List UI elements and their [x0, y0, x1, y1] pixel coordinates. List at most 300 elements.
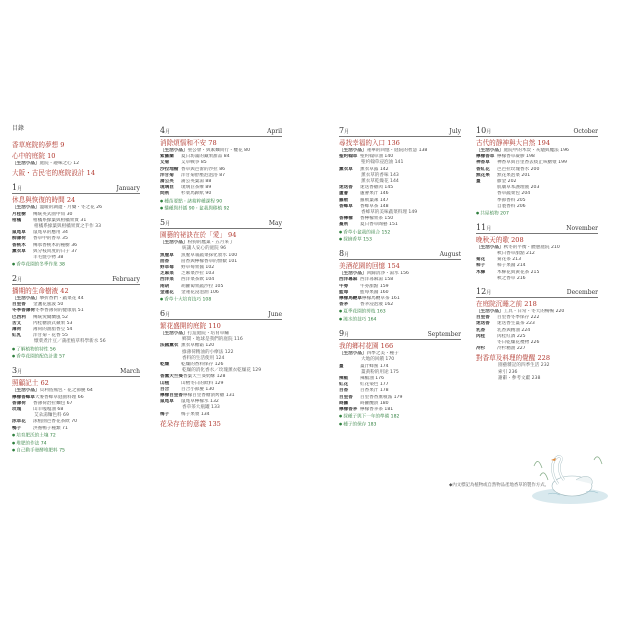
entry-text: 與分枝同度的日子 37	[33, 248, 78, 254]
entry-text: 蒲公英葉湯 88	[181, 179, 212, 185]
month-number	[476, 286, 492, 296]
entry-text: 打造庭院・培育草繡	[187, 330, 229, 336]
toc-entry-continued: 艾朵湯麵色料 69	[34, 413, 69, 419]
toc-entry-continued: 薑黃粉的用途 175	[361, 369, 399, 375]
month-english: August	[439, 251, 461, 259]
entry-text: 粉狗的鷹巢・五月來了	[187, 240, 234, 246]
month-english: December	[566, 288, 598, 296]
entry-label: 魚腥草	[160, 252, 174, 258]
entry-text: 百里香香薰噴霧 179	[360, 394, 403, 400]
month-section	[476, 223, 598, 287]
month-english: July	[449, 127, 461, 135]
entry-label: 乾燥	[160, 361, 170, 367]
entry-text: 香葉天竺葵奶酥 128	[182, 374, 226, 380]
entry-label: 問荊	[160, 191, 170, 197]
entry-text: 薄荷的油脂香豆 54	[33, 327, 73, 333]
entry-label: 西洋菜	[160, 277, 174, 283]
month-english: March	[120, 368, 140, 376]
month-section	[476, 126, 598, 223]
entry-label: 茴香	[160, 258, 170, 264]
month-english: February	[112, 275, 140, 283]
month-suffix: 月	[344, 331, 350, 338]
entry-label: 玫瑰	[12, 406, 22, 412]
entry-text: 夏日香草陶藝 151	[360, 222, 398, 228]
entry-text: 檸檬香茅茶 181	[360, 406, 394, 412]
toc-entry-continued: 燉菜煮汁豆／蒲產植草料學新水 56	[34, 339, 106, 345]
month-header	[476, 126, 598, 137]
practice-item: ● 夏季花園的剪枝 163	[339, 308, 461, 316]
intro-block	[12, 141, 140, 183]
entry-text: 秋冬的平衡・體態庭院 210	[503, 244, 560, 250]
entry-label: 香檸檬	[339, 216, 353, 222]
entry-text: 柿子果醬 214	[497, 263, 526, 269]
entry-text: 四季之美・種子	[366, 351, 399, 357]
entry-text: 回歸清淨・湯水 156	[366, 271, 409, 277]
month-english: November	[566, 224, 598, 232]
entry-text: 柑橘系綠葉與柑橘果實 31	[33, 217, 87, 223]
month-number	[160, 308, 171, 318]
entry-label: 香薄荷	[12, 400, 26, 406]
entry-label: 月桂樹	[12, 211, 26, 217]
entry-label: ［生活小品］	[12, 296, 40, 302]
toc-column-3	[339, 126, 461, 434]
toc-entry-continued: 綠薄荷精油的小療法 122	[182, 349, 234, 355]
entry-text: 羅勒葉凍 147	[360, 197, 389, 203]
entry-label: 牛蒡	[339, 283, 349, 289]
entry-text: 香蜂草茶 148	[360, 203, 389, 209]
toc-entry-continued: 薰衣草乾燥花 144	[361, 179, 399, 185]
entry-label: 梅子	[160, 411, 170, 417]
toc-entry-continued: 大地的回饋 170	[361, 357, 395, 363]
entry-label: 香紅花	[476, 166, 490, 172]
entry-text: 溫暖的湖邊・月藥・冬之花 26	[39, 205, 103, 211]
month-section	[160, 218, 282, 309]
entry-label: 百合	[160, 386, 170, 392]
month-digit: 10	[476, 125, 487, 135]
entry-text: 洋甘菊舒壓泡泡浴 87	[181, 172, 226, 178]
entry-text: 杉菜馬蹄紙 90	[181, 191, 212, 197]
practice-item: ● 自己動手發酵堆肥料 75	[12, 447, 140, 455]
entry-text: 西洋蕁麻湯 158	[360, 277, 394, 283]
entry-text: 乾燥的香料保存 126	[181, 361, 224, 367]
entry-text: 冷杉精油 227	[497, 346, 526, 352]
month-number	[339, 251, 349, 258]
section-title: 我的鄉村花園 166	[339, 342, 394, 351]
entry-label: 薑	[339, 363, 344, 369]
month-english: June	[268, 310, 282, 318]
entry-label: 柳薄荷	[12, 236, 26, 242]
entry-text: 大麥香蜂草庭園料理 66	[34, 394, 84, 400]
entry-label: 金蓮花	[160, 289, 174, 295]
entry-label: 泳草花	[12, 419, 26, 425]
entry-label: 迷迭香	[339, 185, 353, 191]
entry-label: 香茅	[339, 302, 349, 308]
month-header	[160, 126, 282, 137]
entry-label: 香蜂草	[339, 203, 353, 209]
entry-text: 西洋菜茶飲 104	[181, 277, 215, 283]
month-number	[12, 185, 22, 192]
entry-text: 木樨花與黃花茶 215	[497, 269, 540, 275]
month-header	[160, 218, 282, 229]
practice-item: ● 共屋植物 207	[476, 210, 598, 218]
entry-text: 香薄荷治拉麵包 67	[33, 400, 73, 406]
month-number	[339, 328, 350, 338]
toc-column-4	[476, 126, 598, 387]
month-english: May	[268, 220, 282, 228]
entry-label: 蘆薈	[339, 191, 349, 197]
entry-label: 藍莓	[339, 289, 349, 295]
entry-label: 沙拉地榆	[160, 166, 179, 172]
month-english: January	[116, 185, 140, 193]
toc-entry-continued: 統讓人安心的庭院 96	[182, 246, 227, 252]
entry-label: 檸檬香蜂草	[12, 394, 35, 400]
month-suffix: 月	[344, 128, 350, 135]
month-number	[160, 125, 171, 135]
section-title: 花朵存在的意義 135	[160, 419, 221, 428]
toc-entry-continued: 園藝雜記的四季生活 232	[498, 363, 550, 369]
toc-entry-continued: 香草茶大瓶罐 133	[182, 405, 220, 411]
section-title: 消除煩惱和不安 78	[160, 139, 217, 147]
entry-label: ［生活小品］	[339, 148, 367, 153]
entry-text: 紅花染色 177	[360, 382, 389, 388]
entry-text: 蓮華的回憶・庭院的智慧 138	[366, 148, 428, 153]
entry-label: ［生活小品］	[476, 309, 504, 315]
entry-label: 巴西利	[12, 314, 26, 320]
month-header	[476, 223, 598, 234]
entry-text: 香草中的香草 35	[33, 236, 68, 242]
toc-label: 目錄	[12, 125, 25, 132]
entry-text: 山楂冬日的飲料 129	[181, 380, 224, 386]
month-number	[12, 368, 22, 375]
month-number	[339, 125, 350, 135]
entry-text: 香茅浸泡液 162	[360, 302, 394, 308]
entry-text: 傳統英式園中角 30	[33, 211, 73, 217]
month-digit: 11	[476, 222, 487, 232]
entry-label: 百香	[339, 388, 349, 394]
entry-label: 蔓荊	[339, 222, 349, 228]
entry-text: 羊毛氈小物 38	[33, 255, 64, 261]
entry-text: 薰衣草糖霜 120	[181, 343, 215, 349]
entry-text: 金蓮花浸泡油 106	[181, 289, 219, 295]
toc-entry-continued: 乾燥的消化香水／玫瑰薰衣乾燥花 129	[182, 368, 262, 374]
entry-label: 西洋蕁麻	[339, 277, 358, 283]
entry-label: ［生活小品］	[160, 240, 188, 246]
month-header	[12, 274, 140, 285]
month-number	[476, 222, 492, 232]
month-english: September	[427, 330, 461, 338]
entry-label: 迷迭香	[476, 321, 490, 327]
month-suffix: 月	[17, 276, 23, 283]
month-header	[12, 183, 140, 194]
entry-text: 庭院・趣味之心 12	[39, 161, 80, 167]
practice-item: ● 香草花園的配色計畫 57	[12, 353, 140, 361]
practice-item: ● 培育肥沃的土壤 72	[12, 432, 140, 440]
practice-item: ● 香草十大培育技巧 108	[160, 296, 282, 304]
month-header	[339, 249, 461, 260]
entry-label: 法國薰衣	[160, 343, 179, 349]
entry-text: 鼠尾草檸檬水 132	[181, 399, 219, 405]
month-section	[339, 126, 461, 249]
entry-text: 冬季香薄荷的健康肌 51	[34, 308, 84, 314]
month-header	[339, 329, 461, 340]
month-digit: 1	[12, 183, 18, 193]
toc-entry-continued: 柑橘系綠葉與柑橘果實之手作 33	[34, 224, 102, 230]
entry-text: 牛蒡甜點 159	[360, 283, 389, 289]
entry-text: 肌膚草本護理液 203	[497, 185, 540, 191]
entry-label: 紅花	[339, 382, 349, 388]
entry-label: 艾菊	[160, 160, 170, 166]
entry-text: 泳植園芭香花茶飲 70	[33, 419, 78, 425]
month-digit: 6	[160, 308, 166, 318]
month-header	[339, 126, 461, 137]
entry-label: ［生活小品］	[12, 205, 40, 211]
month-suffix: 月	[486, 225, 492, 232]
month-groups	[476, 126, 598, 387]
entry-label: 薰衣草	[339, 166, 353, 172]
entry-text: 夏日坊滿的藏果甜品 84	[181, 154, 230, 160]
month-suffix: 月	[486, 289, 492, 296]
month-suffix: 月	[344, 252, 350, 259]
entry-label: 神香草	[476, 160, 490, 166]
entry-text: 迷迭香生薑茶 223	[497, 321, 535, 327]
entry-label: 檸檬百里香	[160, 392, 183, 398]
practice-item: ● 堆肥的作法 74	[12, 440, 140, 448]
month-section	[160, 126, 282, 218]
entry-text: 蒔蘿醃漬 180	[360, 400, 389, 406]
practice-item: ● 播種與扦插 90・盆栽與移植 92	[160, 205, 282, 213]
entry-label: 山楂	[160, 380, 170, 386]
entry-text: 乳香與精油 224	[497, 327, 531, 333]
practice-item: ● 採摘香草 153	[339, 236, 461, 244]
entry-label: 菊花	[476, 257, 486, 263]
entry-label: 冬季香薄荷	[12, 308, 35, 314]
section-title: 休息與恢復的時間 24	[12, 196, 76, 205]
entry-text: 薰衣草露 142	[360, 166, 389, 172]
entry-label: 肉桂	[476, 333, 486, 339]
entry-label: 野草莓	[160, 265, 174, 271]
toc-entry	[12, 161, 140, 167]
toc-entry	[476, 346, 598, 352]
entry-label: 蒲公英	[160, 179, 174, 185]
entry-text: 內桂糖漬式蘋果 53	[33, 320, 73, 326]
practice-item: ● 香草花園的冬季作業 38	[12, 261, 140, 269]
month-digit: 9	[339, 328, 345, 338]
toc-column-2	[160, 126, 282, 434]
entry-label: 羅勒	[339, 197, 349, 203]
entry-text: 百合小節慶 130	[181, 386, 215, 392]
section-title: 古代的靜神與大自然 194	[476, 139, 551, 147]
entry-text: 攀折香們・蔬菜花 44	[39, 296, 84, 302]
entry-label: ［生活小品］	[12, 161, 40, 167]
month-section	[339, 329, 461, 434]
entry-label: 芝麻菜	[160, 271, 174, 277]
section-title: 晚秋天的歌 208	[476, 235, 524, 244]
month-digit: 12	[476, 286, 487, 296]
entry-text: 山羊嘎嘎油 68	[33, 406, 64, 412]
section-title: 繁花盛開的庭院 110	[160, 321, 221, 330]
month-digit: 7	[339, 125, 345, 135]
entry-text: 洋甘菊・花香 55	[33, 333, 68, 339]
section-title: 大阪・古民宅的庭院設計 14	[12, 169, 96, 178]
entry-text: 蘆薈果汁 146	[360, 191, 389, 197]
month-suffix: 月	[165, 311, 171, 318]
month-digit: 5	[160, 218, 166, 228]
month-section	[12, 274, 140, 366]
entry-label: 苦艾	[12, 320, 22, 326]
entry-label: 百里香	[12, 302, 26, 308]
entry-text: 傳統愛爾蘭風 52	[33, 314, 68, 320]
month-groups	[160, 126, 282, 434]
entry-label: 琉璃苣	[160, 185, 174, 191]
section-title: 香草庭院的夢想 9	[12, 141, 65, 150]
month-section	[476, 287, 598, 387]
section-title: 播期的生命樹液 42	[12, 287, 69, 296]
entry-label: 香桃木	[12, 242, 26, 248]
month-suffix: 月	[17, 186, 23, 193]
entry-text: 芭芭拉玫瑰香水 200	[497, 166, 540, 172]
entry-label: ［生活小品］	[339, 351, 367, 357]
entry-text: 秋之香草 216	[497, 275, 526, 281]
entry-label: 香薰天竺葵	[160, 374, 183, 380]
entry-text: 鬱金 202	[497, 179, 517, 185]
entry-label: 鼠尾草	[160, 399, 174, 405]
entry-label: 乳香	[476, 327, 486, 333]
entry-text: 艾草戰爭 85	[181, 160, 207, 166]
entry-text: 聖公會・與素麵同行・櫻花 80	[187, 148, 251, 153]
entry-label: ［生活小品］	[476, 148, 504, 153]
entry-label: ［生活小品］	[476, 244, 504, 250]
entry-text: 鼠尾草的應用 34	[33, 230, 68, 236]
entry-label: 冷杉	[476, 346, 486, 352]
month-header	[160, 309, 282, 320]
entry-text: 芝麻菜沙拉 103	[181, 271, 215, 277]
month-header	[476, 287, 598, 298]
entry-text: 薑汁蜂蜜 174	[360, 363, 389, 369]
swan-illustration	[528, 446, 610, 508]
month-english: April	[267, 127, 282, 135]
entry-text: 菊花茶 213	[497, 257, 522, 263]
entry-text: 肉桂紅酒 225	[497, 333, 526, 339]
section-title: 園藝的祕訣在於「愛」 94	[160, 231, 237, 240]
entry-label: 檸檬香草	[476, 154, 495, 160]
toc-entry-continued: 鄉間・地球是我們的庭院 116	[182, 337, 243, 343]
month-digit: 2	[12, 273, 18, 283]
entry-text: 茴香與檸檬香草的無數 101	[181, 258, 238, 264]
entry-text: 檸檬馬鞭草茶 161	[361, 296, 400, 302]
month-number	[476, 125, 492, 135]
entry-text: 野草莓果醬 102	[181, 265, 215, 271]
entry-text: 迷迭香雞肉 145	[360, 185, 394, 191]
footnote: ◆內文標記為植物或自然物品產地香草的製作方式。	[449, 483, 549, 488]
entry-label: 百里香	[476, 315, 490, 321]
month-groups	[12, 183, 140, 460]
entry-text: 百香果汁 178	[360, 388, 389, 394]
entry-text: 百里香冬季保存 222	[497, 315, 540, 321]
toc-entry-continued: 謝辭・參考文獻 238	[498, 375, 541, 381]
entry-text: 香草與芭蕾的沙拉 86	[181, 166, 226, 172]
month-suffix: 月	[486, 128, 492, 135]
entry-label: 無花果	[476, 172, 490, 178]
entry-label: 紅乳	[12, 333, 22, 339]
entry-label: 檸檬香茅	[339, 406, 358, 412]
entry-text: 無花果泡菜 201	[497, 172, 531, 178]
practice-item: ● 種子的保存 183	[339, 421, 461, 429]
entry-text: 魚腥草羹蔬菜採化妝水 100	[181, 252, 238, 258]
toc-entry-continued: 聖約翰草浸泡油 141	[361, 160, 404, 166]
practice-item: ● 種苗要點・諸葛粹種課程 90	[160, 198, 282, 206]
month-suffix: 月	[165, 128, 171, 135]
entry-label: 木樨	[476, 269, 486, 275]
month-header	[12, 366, 140, 377]
entry-label: 柿子	[476, 263, 486, 269]
entry-label: ［生活小品］	[339, 271, 367, 277]
entry-label: 鼠尾草	[12, 230, 26, 236]
entry-label: 檸檬馬鞭草	[339, 296, 362, 302]
entry-label: 辣椒	[339, 375, 349, 381]
entry-text: 秋日香草甜點 212	[497, 251, 535, 257]
entry-text: 洪養鴨子種類 71	[33, 425, 68, 431]
month-number	[12, 273, 23, 283]
entry-text: 工具・日常・冬天的暢暢 220	[503, 309, 565, 315]
entry-text: 庭院中的木炭・灰燼與魔法 196	[503, 148, 569, 153]
entry-text: 神香草與百里香去痰止咳糖漿 199	[497, 160, 567, 166]
entry-label: ［生活小品］	[160, 148, 188, 153]
section-title: 美酒花園的回憶 154	[339, 262, 400, 271]
month-suffix: 月	[165, 221, 171, 228]
toc-entry-continued: 薰衣草的香味 143	[361, 172, 399, 178]
month-digit: 8	[339, 249, 345, 259]
entry-label: 百里香	[339, 394, 353, 400]
entry-label: 洋甘菊	[160, 172, 174, 178]
entry-text: 季節香料 205	[497, 197, 526, 203]
toc-entry	[160, 412, 282, 418]
entry-label: 紫羅蘭	[160, 154, 174, 160]
entry-text: 傳承香桃木的種樹 36	[33, 242, 78, 248]
entry-text: 琉璃苣茶療 89	[181, 185, 212, 191]
entry-text: 貝利島熊包・花之節慶 64	[39, 388, 93, 394]
practice-item: ● 香草小盆栽的組合 152	[339, 229, 461, 237]
entry-label: 薰衣草	[12, 248, 26, 254]
entry-text: 香草蔬菜包 204	[497, 191, 531, 197]
entry-text: 梅子果漿 134	[181, 411, 210, 417]
month-digit: 3	[12, 366, 18, 376]
toc-entry-continued: 香料的生活使用 124	[182, 355, 225, 361]
entry-label: 薑	[476, 179, 481, 185]
entry-label: ［生活小品］	[160, 330, 188, 336]
practice-item: ● 採種子與下一年的準備 182	[339, 413, 461, 421]
toc-entry-continued: 香蜂草的美味蔬菜料理 149	[361, 210, 418, 216]
entry-label: 兩胡	[160, 283, 170, 289]
month-groups	[339, 126, 461, 434]
entry-text: 檸檬香草凝膠 198	[497, 154, 535, 160]
month-section	[12, 183, 140, 274]
entry-text: 藍莓果醬 160	[360, 289, 389, 295]
toc-column-1	[12, 126, 140, 460]
entry-label: 蒔蘿	[339, 400, 349, 406]
entry-label: 聖約翰草	[339, 154, 358, 160]
entry-text: 香檸檬果茶 150	[360, 216, 394, 222]
section-title: 在庭院沉睡之前 218	[476, 300, 537, 309]
entry-text: 辣椒油 176	[360, 375, 385, 381]
practice-item: ● 了解植物的特性 56	[12, 346, 140, 354]
entry-text: 自製香料 206	[497, 203, 526, 209]
entry-text: 冬日乾燥花禮物 226	[497, 340, 540, 346]
entry-label: 鴨子	[12, 425, 22, 431]
entry-label: ［生活小品］	[12, 388, 40, 394]
month-section	[160, 309, 282, 434]
month-number	[160, 220, 170, 227]
entry-label: 薄荷	[12, 327, 22, 333]
